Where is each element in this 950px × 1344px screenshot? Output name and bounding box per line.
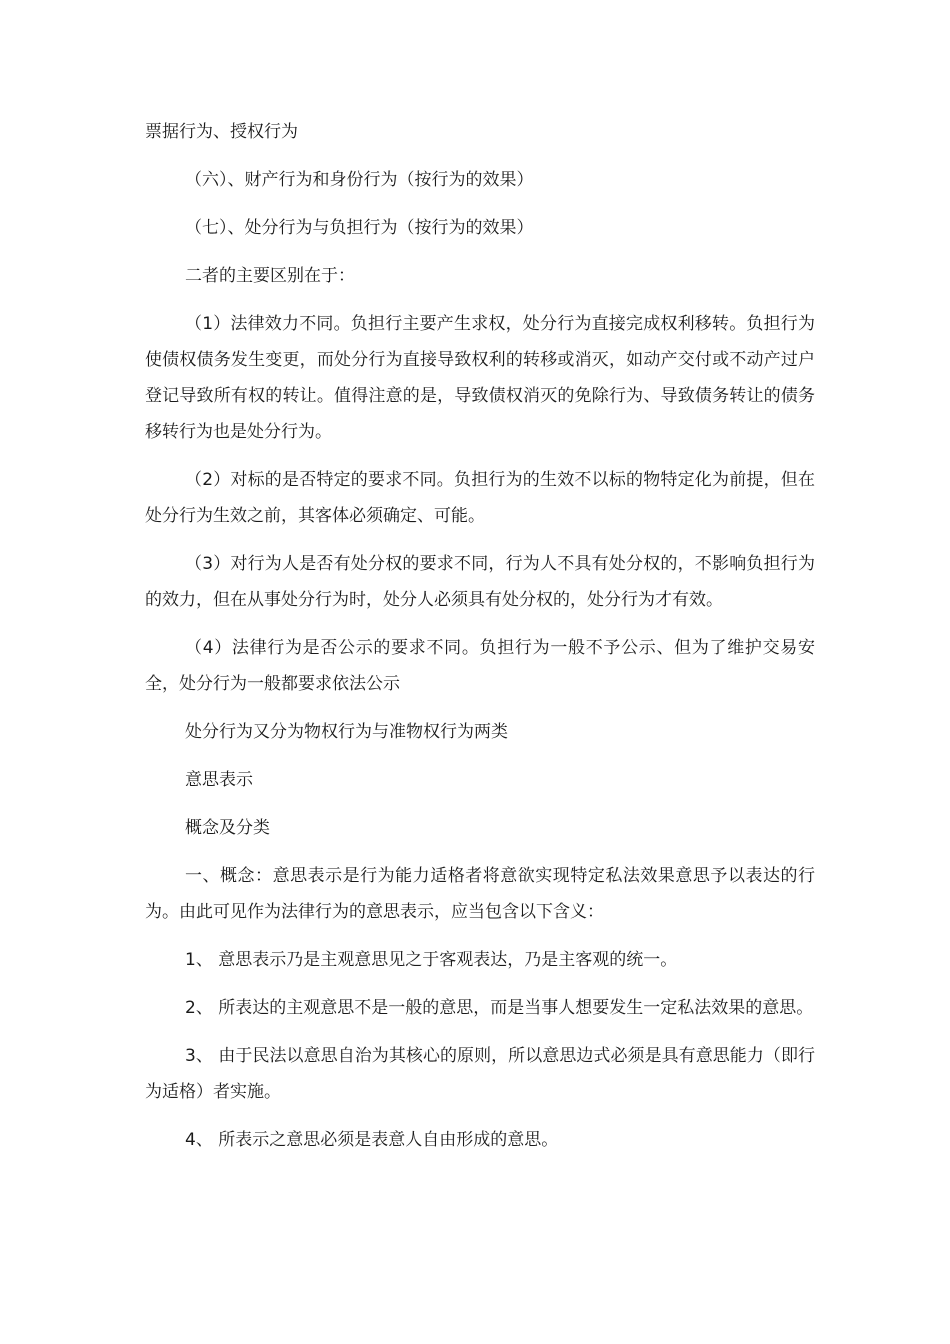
paragraph: 票据行为、授权行为 (145, 122, 298, 142)
paragraph: （4）法律行为是否公示的要求不同。负担行为一般不予公示、但为了维护交易安全，处分行为一般都要求依法公示 (145, 638, 815, 694)
list-item: 4、 所表示之意思必须是表意人自由形成的意思。 (185, 1130, 559, 1150)
paragraph: （3）对行为人是否有处分权的要求不同，行为人不具有处分权的，不影响负担行为的效力，但在从事处分行为时，处分人必须具有处分权的，处分行为才有效。 (145, 554, 815, 610)
paragraph: 处分行为又分为物权行为与准物权行为两类 (185, 722, 508, 742)
subsection-heading: 概念及分类 (185, 818, 270, 838)
paragraph: 二者的主要区别在于： (185, 266, 355, 286)
paragraph: 一、概念：意思表示是行为能力适格者将意欲实现特定私法效果意思予以表达的行为。由此可见作为法律行为的意思表示，应当包含以下含义： (145, 866, 815, 922)
paragraph: （六）、财产行为和身份行为（按行为的效果） (185, 170, 534, 190)
document-body (145, 114, 815, 1170)
list-item: 3、 由于民法以意思自治为其核心的原则，所以意思边式必须是具有意思能力（即行为适格）者实施。 (145, 1046, 815, 1102)
paragraph: （七）、处分行为与负担行为（按行为的效果） (185, 218, 534, 238)
list-item: 1、 意思表示乃是主观意思见之于客观表达，乃是主客观的统一。 (185, 950, 678, 970)
list-item: 2、 所表达的主观意思不是一般的意思，而是当事人想要发生一定私法效果的意思。 (185, 998, 814, 1018)
paragraph: （2）对标的是否特定的要求不同。负担行为的生效不以标的物特定化为前提，但在处分行为生效之前，其客体必须确定、可能。 (145, 470, 815, 526)
section-heading: 意思表示 (185, 770, 253, 790)
paragraph: （1）法律效力不同。负担行主要产生求权，处分行为直接完成权利移转。负担行为使债权债务发生变更，而处分行为直接导致权利的转移或消灭，如动产交付或不动产过户登记导致所有权的转让。值得注意的是，导致债权消灭的免除行为、导致债务转让的债务移转行为也是处分行为。 (145, 314, 815, 442)
